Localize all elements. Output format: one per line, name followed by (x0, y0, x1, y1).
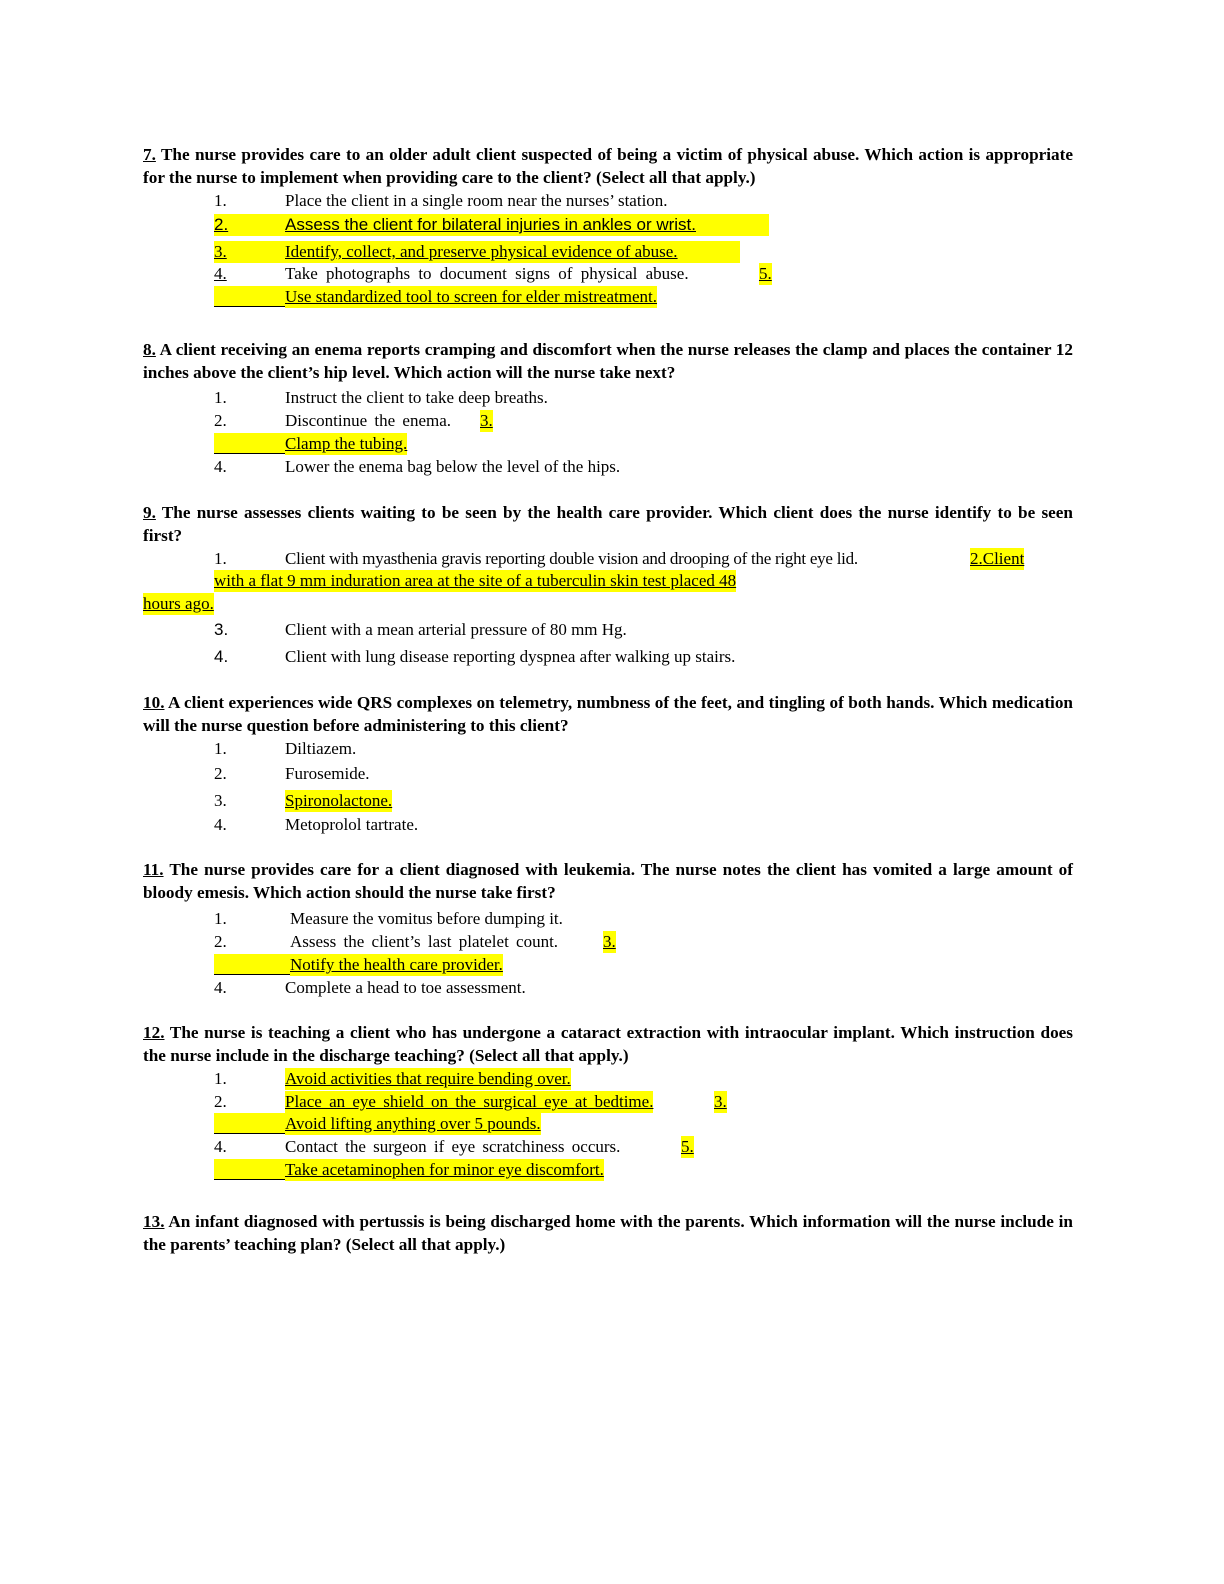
option-number: 1. (214, 388, 227, 407)
question-text: The nurse provides care to an older adult client suspected of being a victim of physical abuse. Which action is appropriate for the nurse to implement when providing care to the client? (Select all that apply.) (143, 145, 1073, 187)
option-text: Use standardized tool to screen for elder mistreatment. (285, 287, 657, 306)
highlight-filler (214, 954, 290, 975)
question-stem (143, 1022, 1073, 1067)
option-text: hours ago. (143, 594, 214, 613)
question-stem (143, 692, 1073, 737)
option-text: Client with a mean arterial pressure of 80 mm Hg. (285, 620, 627, 639)
option-number: 2. (214, 411, 227, 430)
option-text: Take photographs to document signs of physical abuse. (285, 264, 689, 283)
question-11 (143, 859, 1073, 904)
option-text: Metoprolol tartrate. (285, 815, 419, 834)
question-stem (143, 1211, 1073, 1256)
option-number: 3. (480, 411, 493, 430)
option-text: Notify the health care provider. (290, 955, 503, 974)
highlight-filler (214, 433, 285, 454)
option-number: 4. (214, 978, 227, 997)
question-stem (143, 144, 1073, 189)
option-number: 1. (214, 739, 227, 758)
highlight-filler (214, 1113, 285, 1134)
option-text: Complete a head to toe assessment. (285, 978, 526, 997)
option-number: 4. (214, 647, 229, 666)
option-number: 4. (214, 815, 227, 834)
highlight-filler (214, 286, 285, 307)
question-stem (143, 859, 1073, 904)
option-text: Contact the surgeon if eye scratchiness occurs. (285, 1137, 621, 1156)
option-text: with a flat 9 mm induration area at the site of a tuberculin skin test placed 48 (214, 571, 737, 590)
option-number: 4. (214, 457, 227, 476)
question-number: 11. (143, 860, 164, 879)
question-number: 13. (143, 1212, 165, 1231)
option-text: Assess the client for bilateral injuries in ankles or wrist. (285, 215, 696, 234)
option-text: Furosemide. (285, 764, 370, 783)
option-text: Take acetaminophen for minor eye discomfort. (285, 1160, 604, 1179)
option-text: Spironolactone. (285, 791, 393, 810)
option-number: 1. (214, 549, 227, 568)
question-text: An infant diagnosed with pertussis is being discharged home with the parents. Which information will the nurse include in the parents’ teaching plan? (Select all that apply.) (143, 1212, 1073, 1254)
option-text: Client with lung disease reporting dyspnea after walking up stairs. (285, 647, 736, 666)
option-text: Lower the enema bag below the level of the hips. (285, 457, 621, 476)
question-text: A client experiences wide QRS complexes on telemetry, numbness of the feet, and tingling of both hands. Which medication will the nurse question before administering to this client? (143, 693, 1073, 735)
option-text: Clamp the tubing. (285, 434, 408, 453)
option-number: 4. (214, 1137, 227, 1156)
question-text: The nurse provides care for a client diagnosed with leukemia. The nurse notes the client has vomited a large amount of bloody emesis. Which action should the nurse take first? (143, 860, 1073, 902)
highlight-filler (214, 1159, 285, 1180)
question-number: 12. (143, 1023, 165, 1042)
option-text: Place an eye shield on the surgical eye at bedtime. (285, 1092, 654, 1111)
option-text: Avoid lifting anything over 5 pounds. (285, 1114, 541, 1133)
question-7 (143, 144, 1073, 189)
option-text: Client with myasthenia gravis reporting double vision and drooping of the right eye lid. (285, 549, 858, 568)
option-number: 3. (214, 791, 227, 810)
question-number: 8. (143, 340, 156, 359)
option-number: 5. (759, 264, 772, 283)
question-number: 7. (143, 145, 156, 164)
option-number: 2. (214, 764, 227, 783)
option-number: 5. (681, 1137, 694, 1156)
question-10 (143, 692, 1073, 737)
question-12 (143, 1022, 1073, 1067)
option-number: 1. (214, 909, 227, 928)
option-number: 2. (214, 1092, 227, 1111)
option-number: 3. (714, 1092, 727, 1111)
option-number: 2. (214, 214, 769, 236)
option-number: 3. (603, 932, 616, 951)
question-text: The nurse assesses clients waiting to be seen by the health care provider. Which client does the nurse identify to be seen first? (143, 503, 1073, 545)
question-8 (143, 339, 1073, 384)
option-number: 3. (214, 620, 229, 639)
option-text: Avoid activities that require bending over. (285, 1069, 571, 1088)
question-number: 10. (143, 693, 165, 712)
question-number: 9. (143, 503, 156, 522)
option-text: Place the client in a single room near the nurses’ station. (285, 191, 668, 210)
question-stem (143, 339, 1073, 384)
option-number: 2. (214, 932, 227, 951)
option-number: 1. (214, 191, 227, 210)
option-text: Identify, collect, and preserve physical evidence of abuse. (285, 242, 678, 261)
option-number: 4. (214, 264, 227, 283)
option-text: Discontinue the enema. (285, 411, 452, 430)
question-text: The nurse is teaching a client who has undergone a cataract extraction with intraocular implant. Which instruction does the nurse include in the discharge teaching? (Select all that apply.) (143, 1023, 1073, 1065)
question-13 (143, 1211, 1073, 1256)
question-stem (143, 502, 1073, 547)
option-text: Diltiazem. (285, 739, 357, 758)
option-number: 2. (970, 549, 983, 568)
option-text: Assess the client’s last platelet count. (290, 932, 559, 951)
question-9 (143, 502, 1073, 547)
option-text: Client (982, 549, 1025, 568)
question-text: A client receiving an enema reports cramping and discomfort when the nurse releases the clamp and places the container 12 inches above the client’s hip level. Which action will the nurse take next? (143, 340, 1073, 382)
option-text: Instruct the client to take deep breaths. (285, 388, 548, 407)
option-number: 1. (214, 1069, 227, 1088)
option-number: 3. (214, 241, 740, 263)
option-text: Measure the vomitus before dumping it. (290, 909, 563, 928)
